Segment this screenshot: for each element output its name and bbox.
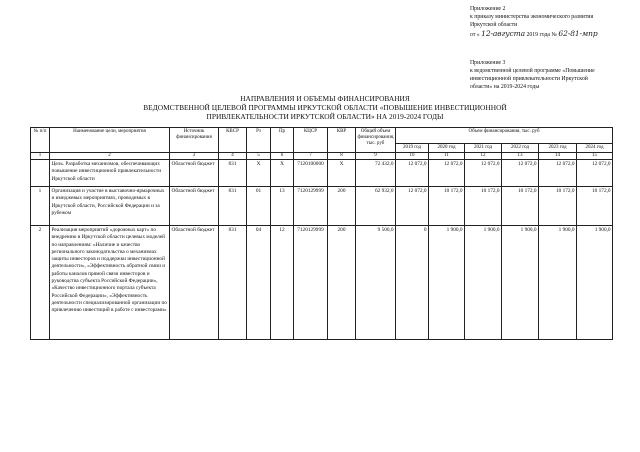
row-rz-cell: 04 [247, 226, 271, 340]
row-year-cell: 1 900,0 [539, 226, 577, 340]
row-total-cell: 72 432,0 [356, 160, 396, 187]
title-line: ВЕДОМСТВЕННОЙ ЦЕЛЕВОЙ ПРОГРАММЫ ИРКУТСКОЙ ОБЛАСТИ «ПОВЫШЕНИЕ ИНВЕСТИЦИОННОЙ [143, 103, 507, 112]
header-year: 2023 год [539, 144, 577, 153]
title-line: ПРИВЛЕКАТЕЛЬНОСТИ ИРКУТСКОЙ ОБЛАСТИ» НА 2019-2024 ГОДЫ [206, 112, 444, 121]
row-year-cell: 10 172,0 [539, 187, 577, 226]
row-name-cell: Цель. Разработка механизмов, обеспечивающих повышение инвестиционной привлекательности Иркутской области [50, 160, 170, 187]
appendix-order-block [470, 5, 598, 39]
row-pr-cell: 13 [271, 187, 294, 226]
row-year-cell: 12 072,0 [396, 187, 429, 226]
row-year-cell: 12 072,0 [429, 160, 465, 187]
row-year-cell: 12 072,0 [465, 160, 502, 187]
column-number: 1 [31, 153, 50, 160]
row-kvsr-cell: 831 [219, 160, 247, 187]
row-year-cell: 1 900,0 [429, 226, 465, 340]
order-date-line [470, 30, 598, 39]
document-title [25, 94, 625, 121]
row-year-cell: 12 072,0 [539, 160, 577, 187]
row-year-cell: 1 900,0 [502, 226, 539, 340]
column-number: 15 [577, 153, 613, 160]
appendix-program-line: Приложение 3 [470, 60, 506, 66]
row-kcsr-cell: 7120100000 [294, 160, 328, 187]
appendix-program-line: инвестиционной привлекательности Иркутской [470, 76, 588, 82]
row-total-cell: 9 500,0 [356, 226, 396, 340]
row-year-cell: 10 172,0 [429, 187, 465, 226]
row-kvsr-cell: 831 [219, 187, 247, 226]
table-row [31, 226, 613, 340]
header-kvr: КВР [328, 128, 356, 153]
row-year-cell: 12 072,0 [577, 160, 613, 187]
column-number: 4 [219, 153, 247, 160]
appendix-order-line: Приложение 2 [470, 6, 506, 12]
order-date-prefix: от « [470, 32, 480, 38]
column-numbers-row [31, 153, 613, 160]
row-year-cell: 10 172,0 [577, 187, 613, 226]
row-name-cell: Реализация мероприятий «дорожных карт» по внедрению в Иркутской области целевых моделей по направлениям: «Наличие и качество регионального законодательства о механизмах защиты инвесторов и поддержки инвестиционной деятельности», «Эффективность обратной связи и работы каналов прямой связи инвесторов и руководства субъекта Российской Федерации», «Качество инвестиционного портала субъекта Российской Федерации», «Эффективность деятельности специализированной организации по привлечению инвестиций в работе с инвесторами» [50, 226, 170, 340]
column-number: 2 [50, 153, 170, 160]
appendix-program-block [470, 59, 595, 91]
row-name-cell: Организация и участие в выставочно-ярмарочных и имиджевых мероприятиях, проводимых в Иркутской области, Российской Федерации и за рубежом [50, 187, 170, 226]
header-year: 2020 год [429, 144, 465, 153]
order-number-handwritten: 62-81-мпр [558, 29, 598, 38]
header-year: 2021 год [465, 144, 502, 153]
row-num-cell: 1 [31, 187, 50, 226]
column-number: 7 [294, 153, 328, 160]
appendix-order-line: Иркутской области [470, 22, 518, 28]
row-num-cell: 2 [31, 226, 50, 340]
row-pr-cell: Х [271, 160, 294, 187]
row-kvr-cell: 200 [328, 226, 356, 340]
column-number: 12 [465, 153, 502, 160]
column-number: 5 [247, 153, 271, 160]
header-year: 2019 год [396, 144, 429, 153]
row-kvr-cell: Х [328, 160, 356, 187]
row-total-cell: 62 932,0 [356, 187, 396, 226]
row-source-cell: Областной бюджет [170, 160, 219, 187]
header-name: Наименование цели, мероприятия [50, 128, 170, 153]
financing-table [30, 127, 613, 340]
column-number: 14 [539, 153, 577, 160]
row-year-cell: 1 900,0 [577, 226, 613, 340]
row-year-cell: 10 172,0 [502, 187, 539, 226]
row-year-cell: 12 072,0 [396, 160, 429, 187]
row-rz-cell: Х [247, 160, 271, 187]
row-pr-cell: 12 [271, 226, 294, 340]
row-kvsr-cell: 831 [219, 226, 247, 340]
table-row [31, 187, 613, 226]
header-volume: Объем финансирования, тыс. руб [396, 128, 613, 144]
row-year-cell: 0 [396, 226, 429, 340]
header-num: № п/п [31, 128, 50, 153]
column-number: 11 [429, 153, 465, 160]
appendix-program-line: к ведомственной целевой программе «Повышение [470, 68, 595, 74]
row-source-cell: Областной бюджет [170, 226, 219, 340]
header-row [31, 128, 613, 144]
appendix-program-line: области» на 2019-2024 годы [470, 84, 540, 90]
table-row-goal [31, 160, 613, 187]
column-number: 13 [502, 153, 539, 160]
header-kvsr: КВСР [219, 128, 247, 153]
header-total: Общий объем финансирования, тыс. руб [356, 128, 396, 153]
title-line: НАПРАВЛЕНИЯ И ОБЪЕМЫ ФИНАНСИРОВАНИЯ [240, 94, 410, 103]
column-number: 3 [170, 153, 219, 160]
row-kcsr-cell: 7120129999 [294, 226, 328, 340]
column-number: 10 [396, 153, 429, 160]
header-source: Источник финансирования [170, 128, 219, 153]
order-date-suffix: 2019 года № [526, 32, 557, 38]
header-pr: Пр [271, 128, 294, 153]
column-number: 6 [271, 153, 294, 160]
row-kcsr-cell: 7120129999 [294, 187, 328, 226]
header-kcsr: КЦСР [294, 128, 328, 153]
header-year: 2024 год [577, 144, 613, 153]
row-source-cell: Областной бюджет [170, 187, 219, 226]
column-number: 8 [328, 153, 356, 160]
header-year: 2022 год [502, 144, 539, 153]
header-rz: Рз [247, 128, 271, 153]
row-kvr-cell: 200 [328, 187, 356, 226]
row-year-cell: 1 900,0 [465, 226, 502, 340]
row-rz-cell: 01 [247, 187, 271, 226]
row-year-cell: 10 172,0 [465, 187, 502, 226]
appendix-order-line: к приказу министерства экономического развития [470, 14, 594, 20]
column-number: 9 [356, 153, 396, 160]
row-year-cell: 12 072,0 [502, 160, 539, 187]
row-num-cell [31, 160, 50, 187]
order-date-handwritten: 12-августа [481, 29, 525, 38]
